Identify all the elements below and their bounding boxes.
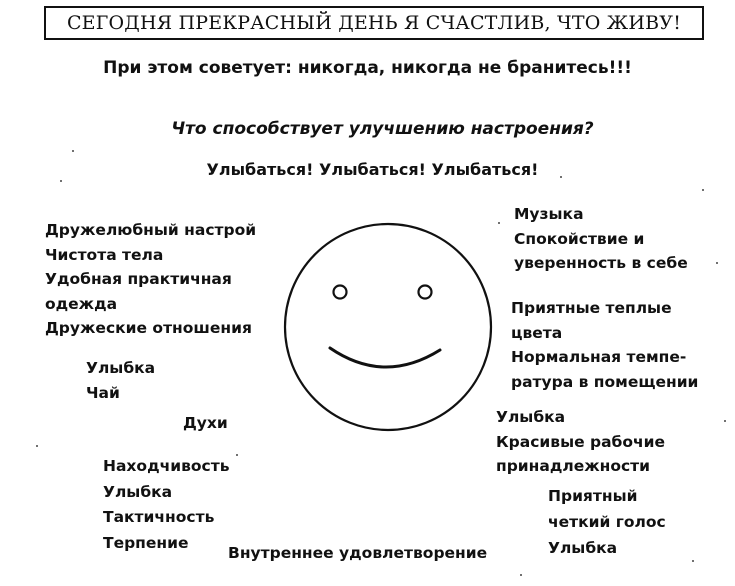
- right-bottom-list: [548, 483, 666, 561]
- scan-speck: [716, 262, 718, 264]
- left-middle-list: [86, 356, 155, 405]
- scan-speck: [560, 176, 562, 178]
- right-lower-list: [496, 405, 665, 479]
- subtitle: При этом советует: никогда, никогда не бранитесь!!!: [103, 58, 632, 78]
- scan-speck: [498, 222, 500, 224]
- list-item: Чай: [86, 383, 120, 402]
- list-item: Находчивость: [103, 457, 230, 475]
- right-eye-icon: [419, 286, 432, 299]
- list-item: Улыбка: [103, 482, 173, 501]
- list-item: Приятные теплые: [511, 299, 672, 317]
- list-item: Тактичность: [103, 508, 215, 526]
- list-item: Приятный: [548, 487, 638, 505]
- list-item: Спокойствие и: [514, 229, 645, 248]
- scan-speck: [724, 420, 726, 422]
- smiley-face-icon: [283, 222, 493, 432]
- scan-speck: [36, 445, 38, 447]
- scan-speck: [60, 180, 62, 182]
- right-top-list: [514, 202, 688, 276]
- scan-speck: [692, 560, 694, 562]
- scan-speck: [520, 574, 522, 576]
- scan-speck: [72, 150, 74, 152]
- perfume-label: Духи: [183, 414, 228, 432]
- list-item: Красивые рабочие: [496, 432, 666, 451]
- list-item: Улыбка: [496, 408, 566, 426]
- page-title-text: СЕГОДНЯ ПРЕКРАСНЫЙ ДЕНЬ Я СЧАСТЛИВ, ЧТО ЖИВУ!: [66, 12, 682, 34]
- list-item: ратура в помещении: [511, 372, 699, 391]
- list-item: Улыбка: [86, 359, 156, 377]
- page-title: [44, 6, 704, 40]
- bottom-center-label: Внутреннее удовлетворение: [228, 544, 488, 562]
- list-item: одежда: [45, 294, 118, 313]
- list-item: четкий голос: [548, 513, 666, 531]
- list-item: Удобная практичная: [45, 270, 232, 288]
- scan-speck: [236, 454, 238, 456]
- smile-line: Улыбаться! Улыбаться! Улыбаться!: [206, 160, 539, 179]
- list-item: Дружеские отношения: [45, 319, 252, 337]
- list-item: принадлежности: [496, 457, 651, 475]
- right-middle-list: [511, 296, 698, 394]
- list-item: уверенность в себе: [514, 254, 688, 272]
- left-eye-icon: [334, 286, 347, 299]
- scan-speck: [702, 189, 704, 191]
- question-heading: Что способствует улучшению настроения?: [171, 119, 594, 139]
- list-item: Чистота тела: [45, 245, 164, 264]
- list-item: Терпение: [103, 533, 189, 552]
- list-item: Дружелюбный настрой: [45, 221, 257, 239]
- smile-mouth-icon: [330, 348, 440, 367]
- face-outline: [285, 224, 491, 430]
- list-item: цвета: [511, 323, 563, 342]
- list-item: Улыбка: [548, 539, 618, 557]
- left-top-list: [45, 218, 256, 341]
- list-item: Нормальная темпе-: [511, 348, 687, 366]
- left-bottom-list: [103, 454, 230, 556]
- list-item: Музыка: [514, 205, 584, 223]
